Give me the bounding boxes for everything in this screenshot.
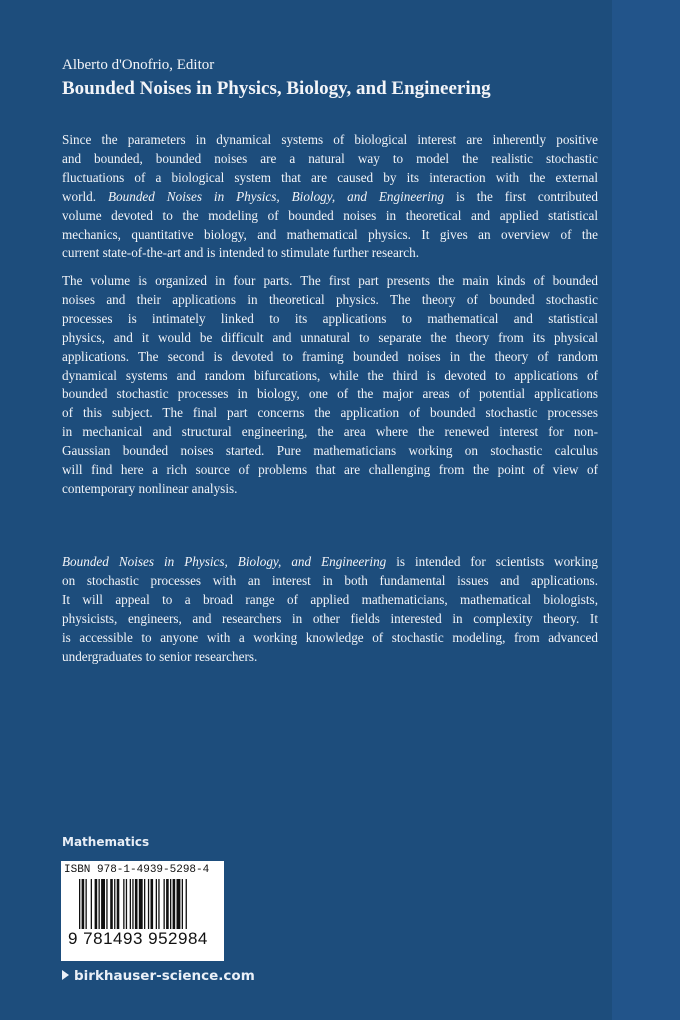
text-line: will find here a rich source of problems that are challenging from the point of view of [62,462,598,478]
text-line: applications. The second is devoted to framing bounded noises in the theory of random [62,348,598,364]
text-line: on stochastic processes with an interest in both fundamental issues and applications. [62,572,598,588]
author-editor: Alberto d'Onofrio, Editor [62,57,215,73]
text-line: and bounded, bounded noises are a natural way to model the realistic stochastic [62,150,598,166]
text-line: physics, and it would be difficult and unnatural to separate the theory from its physical [62,329,598,345]
text-line: Gaussian bounded noises started. Pure mathematicians working on stochastic calculus [62,443,598,459]
isbn-barcode [61,861,224,961]
text-line: bounded stochastic processes in biology, one of the major areas of potential applications [62,386,598,402]
text-line: The volume is organized in four parts. The first part presents the main kinds of bounded [62,273,598,288]
paragraph-2 [62,272,598,499]
text-line: contemporary nonlinear analysis. [62,480,238,496]
text-line: Since the parameters in dynamical systems of biological interest are inherently positive [62,132,598,147]
book-title: Bounded Noises in Physics, Biology, and Engineering [62,78,491,99]
arrow-icon [62,970,69,980]
website-link[interactable] [62,968,255,984]
text-line: is accessible to anyone with a working knowledge of stochastic modeling, from advanced [62,629,598,645]
text-line: Bounded Noises in Physics, Biology, and Engineering is intended for scientists working [62,554,598,569]
text-line: in mechanical and structural engineering, the area where the renewed interest for non- [62,424,598,440]
subject-label: Mathematics [62,835,150,849]
text-line: physicists, engineers, and researchers in other fields interested in complexity theory. It [62,610,598,626]
text-line: dynamical systems and random bifurcations, while the third is devoted to applications of [62,367,598,383]
text-line: It will appeal to a broad range of applied mathematicians, mathematical biologists, [62,591,598,607]
text-line: mechanics, quantitative biology, and mathematical physics. It gives an overview of the [62,226,598,242]
spine-strip [612,0,680,1020]
text-line: noises and their applications in theoretical physics. The theory of bounded stochastic [62,291,598,307]
paragraph-1 [62,131,598,263]
text-line: undergraduates to senior researchers. [62,648,258,664]
text-line: fluctuations of a biological system that are caused by its interaction with the external [62,169,598,185]
text-line: world. Bounded Noises in Physics, Biology, and Engineering is the first contributed [62,188,598,204]
text-line: of this subject. The final part concerns the application of bounded stochastic processes [62,405,598,421]
website-text: birkhauser-science.com [74,968,255,984]
barcode-digits: 9 781493 952984 [68,929,208,948]
paragraph-3 [62,553,598,666]
text-line: volume devoted to the modeling of bounded noises in theoretical and applied statistical [62,207,598,223]
text-line: processes is intimately linked to its applications to mathematical and statistical [62,310,598,326]
text-line: current state-of-the-art and is intended to stimulate further research. [62,245,420,261]
isbn-text: ISBN 978-1-4939-5298-4 [64,864,210,876]
